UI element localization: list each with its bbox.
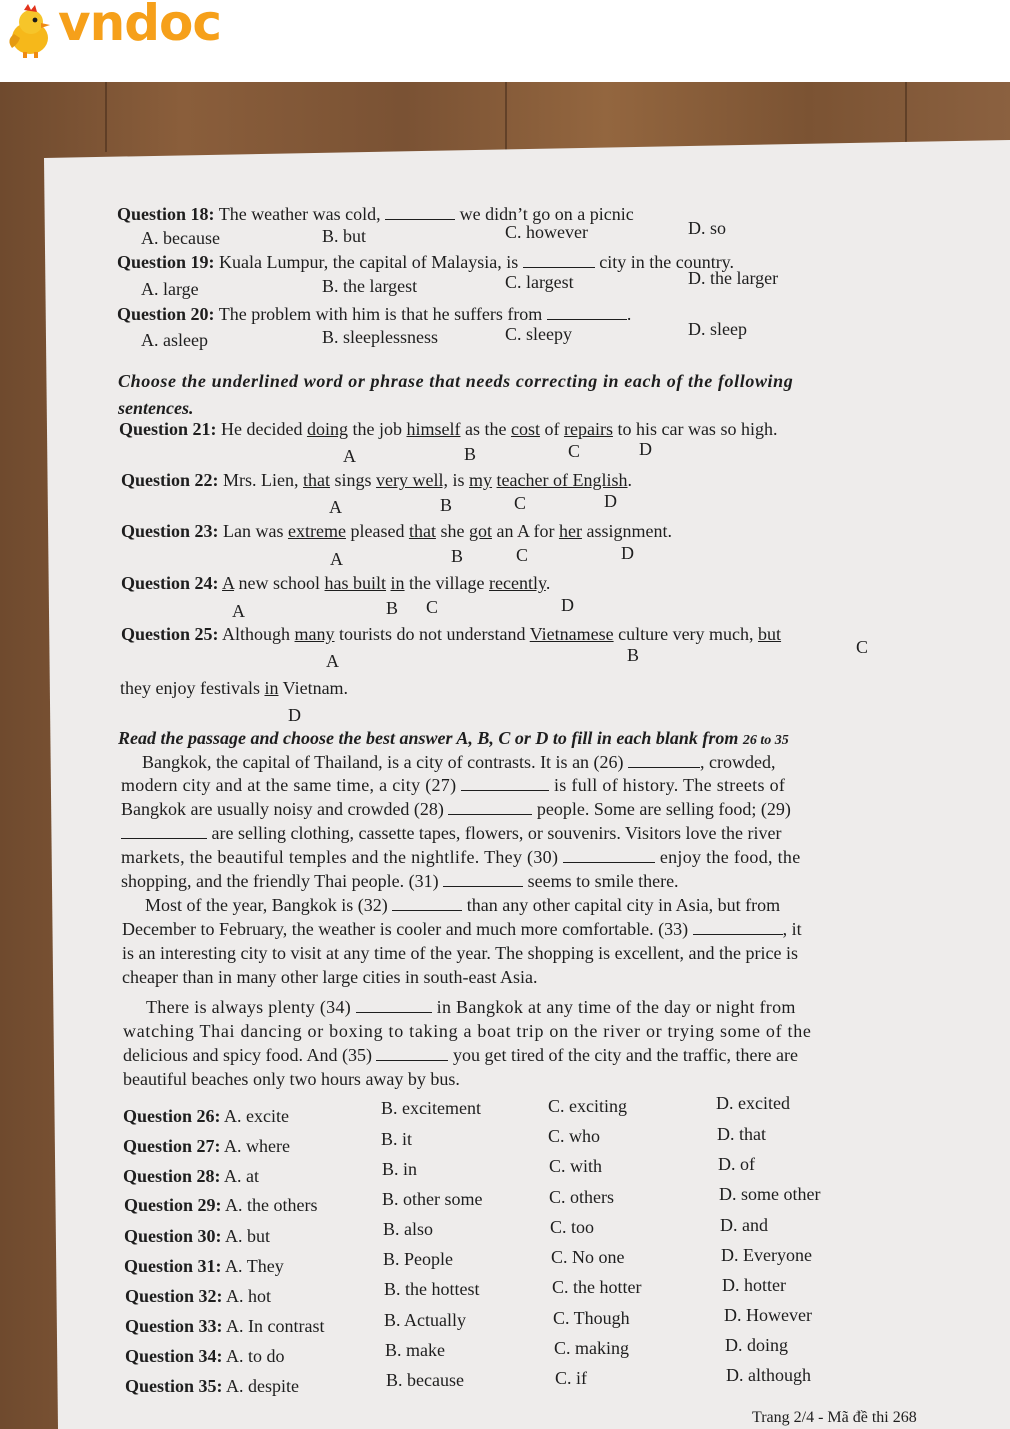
option-d: D. so xyxy=(688,218,727,238)
marker-a: A xyxy=(329,497,342,517)
option-b: B. People xyxy=(383,1249,453,1269)
underlined-part-d: recently xyxy=(489,573,546,593)
question-text: . xyxy=(627,470,632,490)
question-text: the village xyxy=(404,573,490,593)
answer-blank xyxy=(385,205,455,220)
question-label: Question 28: xyxy=(123,1166,221,1186)
answer-blank xyxy=(693,920,783,935)
marker-b: B xyxy=(451,546,464,566)
option-c: C. making xyxy=(554,1338,629,1358)
passage-line xyxy=(123,1045,798,1065)
question-label: Question 19: xyxy=(117,252,215,272)
passage-text: There is always plenty (34) xyxy=(146,997,356,1017)
marker-d: D xyxy=(604,491,617,511)
question-24 xyxy=(121,573,550,593)
passage-text: modern city and at the same time, a city (27) xyxy=(121,775,462,795)
underlined-part-d: in xyxy=(264,678,279,698)
question-18 xyxy=(117,204,634,224)
question-text: an A for xyxy=(491,521,559,541)
option-d: D. sleep xyxy=(688,319,747,339)
option-b: B. excitement xyxy=(381,1098,481,1118)
question-label: Question 22: xyxy=(121,470,219,490)
option-c: C. however xyxy=(505,222,588,242)
passage-text: delicious and spicy food. And (35) xyxy=(123,1045,377,1065)
passage-text: is full of history. The streets of xyxy=(549,775,786,795)
option-a: A. at xyxy=(224,1166,260,1186)
question-text: . xyxy=(545,573,551,593)
passage-line: is an interesting city to visit at any time of the year. The shopping is excellent, and the price is xyxy=(122,943,799,963)
question-text: Vietnam. xyxy=(278,678,349,698)
marker-b: B xyxy=(386,598,399,618)
answer-blank xyxy=(376,1046,448,1061)
question-label: Question 34: xyxy=(125,1346,223,1366)
section-instruction: Choose the underlined word or phrase that needs correcting in each of the following xyxy=(118,371,794,391)
option-d: D. excited xyxy=(716,1093,790,1113)
question-text: sings xyxy=(330,470,377,490)
underlined-part-b: that xyxy=(408,521,436,541)
question-25 xyxy=(121,624,781,644)
passage-line xyxy=(122,919,802,939)
underlined-part-d: teacher of English xyxy=(496,470,628,490)
question-text: to his car was so high. xyxy=(612,419,778,439)
underlined-part-a: A xyxy=(222,573,235,593)
answer-blank xyxy=(392,896,462,911)
passage-line xyxy=(145,895,780,915)
question-text: is xyxy=(448,470,470,490)
question-label: Question 33: xyxy=(125,1316,223,1336)
option-b: B. it xyxy=(381,1129,413,1149)
passage-line: watching Thai dancing or boxing to taking a boat trip on the river or trying some of the xyxy=(123,1021,812,1041)
question-text: city in the country. xyxy=(594,252,735,272)
page-footer: Trang 2/4 - Mã đề thi 268 xyxy=(752,1409,917,1426)
question-label: Question 35: xyxy=(125,1376,223,1396)
question-label: Question 30: xyxy=(124,1226,222,1246)
marker-d: D xyxy=(288,705,301,725)
question-label: Question 21: xyxy=(119,419,217,439)
question-label: Question 24: xyxy=(121,573,219,593)
option-c: C. the hotter xyxy=(552,1277,642,1297)
passage-line: cheaper than in many other large cities in south-east Asia. xyxy=(122,967,538,987)
question-text: Although xyxy=(218,624,295,644)
passage-text: December to February, the weather is cooler and much more comfortable. (33) xyxy=(122,919,693,939)
passage-line: beautiful beaches only two hours away by bus. xyxy=(123,1069,460,1089)
option-b: B. but xyxy=(322,226,367,246)
option-b: B. Actually xyxy=(384,1310,466,1330)
marker-d: D xyxy=(561,595,574,615)
passage-line xyxy=(146,997,796,1017)
option-c: C. who xyxy=(548,1126,601,1146)
answer-row-33 xyxy=(125,1316,325,1336)
passage-text: people. Some are selling food; (29) xyxy=(532,799,791,819)
option-c: C. Though xyxy=(553,1308,630,1328)
option-d: D. hotter xyxy=(722,1275,786,1295)
question-text: culture very much, xyxy=(613,624,759,644)
option-c: C. others xyxy=(549,1187,614,1207)
underlined-part-b: Vietnamese xyxy=(529,624,614,644)
question-text: Lan was xyxy=(218,521,288,541)
underlined-part-b: very well, xyxy=(376,470,449,490)
marker-b: B xyxy=(440,495,453,515)
marker-c: C xyxy=(426,597,439,617)
question-range: 26 to 35 xyxy=(742,733,789,748)
option-a: A. In contrast xyxy=(226,1316,325,1336)
answer-row-30 xyxy=(124,1226,270,1246)
underlined-part-b: himself xyxy=(406,419,461,439)
answer-blank xyxy=(448,800,532,815)
marker-c: C xyxy=(516,545,529,565)
option-a: A. despite xyxy=(226,1376,300,1396)
question-text: of xyxy=(539,419,564,439)
passage-text: enjoy the food, the xyxy=(655,847,801,867)
question-text: we didn’t go on a picnic xyxy=(455,204,634,224)
option-b: B. sleeplessness xyxy=(322,327,438,347)
option-d: D. doing xyxy=(725,1335,788,1355)
question-text: new school xyxy=(234,573,325,593)
option-d: D. of xyxy=(718,1154,755,1174)
answer-row-31 xyxy=(124,1256,284,1276)
option-c: C. largest xyxy=(505,272,574,292)
instruction-text: Read the passage and choose the best answer A, B, C or D to fill in each blank from xyxy=(118,728,743,748)
question-label: Question 26: xyxy=(123,1106,221,1126)
passage-line xyxy=(121,871,679,891)
option-b: B. in xyxy=(382,1159,418,1179)
answer-blank xyxy=(356,998,432,1013)
passage-text: seems to smile there. xyxy=(523,871,679,891)
underlined-part-c: in xyxy=(390,573,405,593)
question-label: Question 18: xyxy=(117,204,215,224)
answer-blank xyxy=(547,305,627,320)
marker-a: A xyxy=(343,446,356,466)
passage-text: , crowded, xyxy=(700,752,776,772)
option-b: B. also xyxy=(383,1219,434,1239)
option-d: D. Everyone xyxy=(721,1245,812,1265)
passage-text: Bangkok, the capital of Thailand, is a city of contrasts. It is an (26) xyxy=(142,752,629,772)
option-b: B. the largest xyxy=(322,276,418,296)
question-text: . xyxy=(626,304,632,324)
question-text: Mrs. Lien, xyxy=(218,470,304,490)
passage-text: , it xyxy=(782,919,802,939)
marker-c: C xyxy=(568,441,581,461)
marker-d: D xyxy=(621,543,634,563)
question-text: He decided xyxy=(216,419,307,439)
question-label: Question 31: xyxy=(124,1256,222,1276)
underlined-part-a: that xyxy=(303,470,331,490)
marker-c: C xyxy=(514,493,527,513)
underlined-part-d: her xyxy=(558,521,582,541)
underlined-part-c: got xyxy=(468,521,492,541)
question-label: Question 29: xyxy=(124,1195,222,1215)
underlined-part-a: extreme xyxy=(288,521,346,541)
passage-text: shopping, and the friendly Thai people. (31) xyxy=(121,871,444,891)
underlined-part-a: many xyxy=(294,624,335,644)
section-instruction: sentences. xyxy=(118,398,194,418)
question-text: tourists do not understand xyxy=(334,624,530,644)
option-a: A. but xyxy=(225,1226,271,1246)
option-a: A. where xyxy=(224,1136,291,1156)
option-a: A. to do xyxy=(226,1346,285,1366)
option-d: D. that xyxy=(717,1124,766,1144)
answer-blank xyxy=(523,253,595,268)
option-c: C. sleepy xyxy=(505,324,572,344)
passage-line xyxy=(121,823,781,843)
passage-text: are selling clothing, cassette tapes, flowers, or souvenirs. Visitors love the river xyxy=(207,823,782,843)
question-text: assignment. xyxy=(581,521,672,541)
answer-row-28 xyxy=(123,1166,259,1186)
passage-line xyxy=(121,775,785,795)
option-d: D. although xyxy=(726,1365,811,1385)
option-b: B. the hottest xyxy=(384,1279,480,1299)
marker-b: B xyxy=(627,645,640,665)
passage-text: Most of the year, Bangkok is (32) xyxy=(145,895,393,915)
passage-text: in Bangkok at any time of the day or night from xyxy=(431,997,796,1017)
underlined-part-c: my xyxy=(469,470,493,490)
answer-blank xyxy=(628,753,700,768)
passage-text: markets, the beautiful temples and the nightlife. They (30) xyxy=(121,847,564,867)
question-text: the job xyxy=(348,419,407,439)
answer-blank xyxy=(121,824,207,839)
question-25-continued xyxy=(120,678,348,698)
question-19 xyxy=(117,252,734,272)
question-text: The problem with him is that he suffers from xyxy=(218,304,547,324)
passage-text: you get tired of the city and the traffic, there are xyxy=(448,1045,798,1065)
answer-row-32 xyxy=(125,1286,271,1306)
option-a: A. large xyxy=(141,279,199,299)
passage-instruction xyxy=(118,728,789,751)
marker-a: A xyxy=(232,601,245,621)
question-text: Kuala Lumpur, the capital of Malaysia, is xyxy=(219,252,523,272)
underlined-part-d: repairs xyxy=(563,419,613,439)
underlined-part-a: doing xyxy=(306,419,348,439)
marker-c: C xyxy=(856,637,869,657)
question-text: pleased xyxy=(345,521,409,541)
passage-text: Bangkok are usually noisy and crowded (28) xyxy=(121,799,449,819)
question-23 xyxy=(121,521,672,541)
option-b: B. other some xyxy=(382,1189,483,1209)
question-label: Question 27: xyxy=(123,1136,221,1156)
option-a: A. because xyxy=(141,228,220,248)
answer-blank xyxy=(443,872,523,887)
question-text: she xyxy=(435,521,469,541)
option-d: D. the larger xyxy=(688,268,779,288)
option-a: A. the others xyxy=(225,1195,318,1215)
option-c: C. with xyxy=(549,1156,603,1176)
answer-row-29 xyxy=(124,1195,318,1215)
answer-row-26 xyxy=(123,1106,289,1126)
question-22 xyxy=(121,470,632,490)
underlined-part-c: but xyxy=(758,624,782,644)
option-c: C. No one xyxy=(551,1247,625,1267)
answer-row-34 xyxy=(125,1346,285,1366)
answer-blank xyxy=(461,776,549,791)
option-c: C. if xyxy=(555,1368,588,1388)
option-c: C. too xyxy=(550,1217,595,1237)
question-text: The weather was cold, xyxy=(218,204,386,224)
option-a: A. asleep xyxy=(141,330,208,350)
option-a: A. hot xyxy=(226,1286,272,1306)
option-d: D. However xyxy=(724,1305,812,1325)
question-20 xyxy=(117,304,631,324)
passage-line xyxy=(142,752,776,772)
option-a: A. excite xyxy=(224,1106,289,1126)
option-c: C. exciting xyxy=(548,1096,627,1116)
underlined-part-c: cost xyxy=(510,419,540,439)
answer-row-27 xyxy=(123,1136,290,1156)
marker-a: A xyxy=(326,651,339,671)
question-label: Question 20: xyxy=(117,304,215,324)
passage-line xyxy=(121,799,791,819)
question-label: Question 32: xyxy=(125,1286,223,1306)
option-d: D. some other xyxy=(719,1184,821,1204)
answer-row-35 xyxy=(125,1376,299,1396)
question-text: they enjoy festivals xyxy=(120,678,265,698)
option-d: D. and xyxy=(720,1215,768,1235)
question-label: Question 23: xyxy=(121,521,219,541)
question-label: Question 25: xyxy=(121,624,219,644)
marker-a: A xyxy=(330,549,343,569)
option-a: A. They xyxy=(225,1256,284,1276)
marker-d: D xyxy=(639,439,652,459)
marker-b: B xyxy=(464,444,477,464)
passage-line xyxy=(121,847,801,867)
question-21 xyxy=(119,419,777,439)
question-text: as the xyxy=(460,419,511,439)
option-b: B. make xyxy=(385,1340,445,1360)
answer-blank xyxy=(563,848,655,863)
passage-text: than any other capital city in Asia, but from xyxy=(462,895,781,915)
underlined-part-b: has built xyxy=(324,573,387,593)
option-b: B. because xyxy=(386,1370,464,1390)
vndoc-logo: vndoc xyxy=(58,0,221,52)
